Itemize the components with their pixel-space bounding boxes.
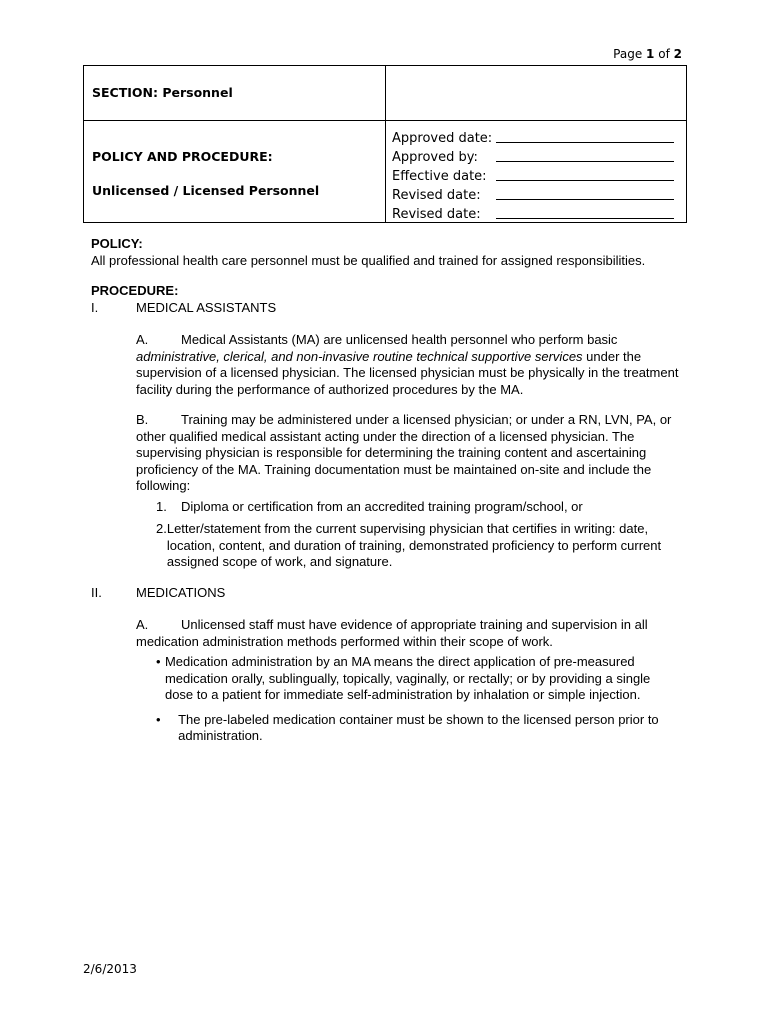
section-1-a-text-end: under the supervision of a licensed physician. The licensed physician must be physically in the treatment facility during the performance of authorized procedures by the MA.	[136, 348, 679, 397]
revised-date-line-2[interactable]	[496, 204, 674, 219]
list-item-number: 1.	[156, 498, 167, 514]
section-2-a	[136, 617, 681, 745]
section-label: SECTION: Personnel	[92, 85, 233, 100]
list-item-text: Letter/statement from the current supervising physician that certifies in writing: date, location, content, and duration of training, demonstrated proficiency to perform current assigned scope of work, and signature.	[166, 521, 662, 569]
page-current: 1	[646, 47, 655, 61]
approved-by-label: Approved by:	[392, 150, 478, 165]
policy-subtitle: Unlicensed / Licensed Personnel	[92, 183, 320, 198]
revised-date-label-2: Revised date:	[392, 207, 481, 222]
footer-date: 2/6/2013	[83, 962, 137, 976]
section-2-a-label: A.	[136, 617, 149, 632]
page-prefix: Page	[613, 47, 643, 61]
section-empty-cell	[386, 66, 687, 121]
list-item-text: The pre-labeled medication container must be shown to the licensed person prior to administration.	[178, 711, 659, 743]
policy-cell	[84, 121, 386, 223]
bullet-icon: •	[156, 711, 161, 727]
policy-header-table	[83, 65, 687, 223]
list-item	[156, 499, 681, 516]
section-1-b-text: Training may be administered under a licensed physician; or under a RN, LVN, PA, or other qualified medical assistant acting under the direction of a licensed physician. The supervising physician is responsible for determining the training content and ascertaining proficiency of the MA. Training documentation must be maintained on-site and include the following:	[136, 412, 672, 493]
approved-date-row	[392, 127, 686, 146]
revised-date-line-1[interactable]	[496, 185, 674, 200]
effective-date-line[interactable]	[496, 166, 674, 181]
section-1-a-label: A.	[136, 332, 149, 347]
section-1-a-italic: administrative, clerical, and non-invasive routine technical supportive services	[136, 348, 583, 364]
section-1-heading	[91, 300, 681, 317]
medication-bullets	[156, 654, 681, 745]
list-item-text: Diploma or certification from an accredited training program/school, or	[181, 498, 583, 514]
page-total: 2	[673, 47, 682, 61]
approved-by-line[interactable]	[496, 147, 674, 162]
list-item	[156, 654, 681, 704]
section-1-a	[136, 332, 681, 398]
policy-text: All professional health care personnel must be qualified and trained for assigned responsibilities.	[91, 252, 646, 268]
section-2-title: MEDICATIONS	[136, 584, 226, 600]
bullet-icon: •	[156, 654, 161, 669]
approved-date-line[interactable]	[496, 128, 674, 143]
page-of: of	[658, 47, 670, 61]
section-2-a-text: Unlicensed staff must have evidence of appropriate training and supervision in all medication administration methods performed within their scope of work.	[136, 617, 648, 649]
list-item-text: Medication administration by an MA means the direct application of pre-measured medication orally, sublingually, topically, vaginally, or rectally; or by providing a single dose to a patient for immediate self-administration by inhalation or simple injection.	[164, 654, 651, 702]
approval-cell	[386, 121, 687, 223]
effective-date-label: Effective date:	[392, 169, 487, 184]
approved-by-row	[392, 146, 686, 165]
approved-date-label: Approved date:	[392, 131, 493, 146]
procedure-heading: PROCEDURE:	[91, 283, 179, 298]
policy-title: POLICY AND PROCEDURE:	[92, 149, 273, 164]
section-1-b	[136, 412, 681, 571]
section-1-title: MEDICAL ASSISTANTS	[136, 299, 277, 315]
section-2-heading	[91, 585, 681, 602]
page-number	[613, 47, 682, 61]
section-cell	[84, 66, 386, 121]
revised-date-row-1	[392, 184, 686, 203]
section-2-number: II.	[91, 584, 102, 600]
list-item-number: 2.	[156, 521, 167, 536]
section-1-b-label: B.	[136, 412, 149, 427]
revised-date-label-1: Revised date:	[392, 188, 481, 203]
revised-date-row-2	[392, 203, 686, 222]
effective-date-row	[392, 165, 686, 184]
training-docs-list	[156, 499, 681, 571]
list-item	[156, 521, 681, 571]
policy-heading: POLICY:	[91, 236, 143, 251]
document-body	[91, 236, 681, 753]
section-1-a-text: Medical Assistants (MA) are unlicensed health personnel who perform basic	[181, 332, 618, 347]
list-item	[156, 712, 681, 745]
section-1-number: I.	[91, 299, 99, 315]
